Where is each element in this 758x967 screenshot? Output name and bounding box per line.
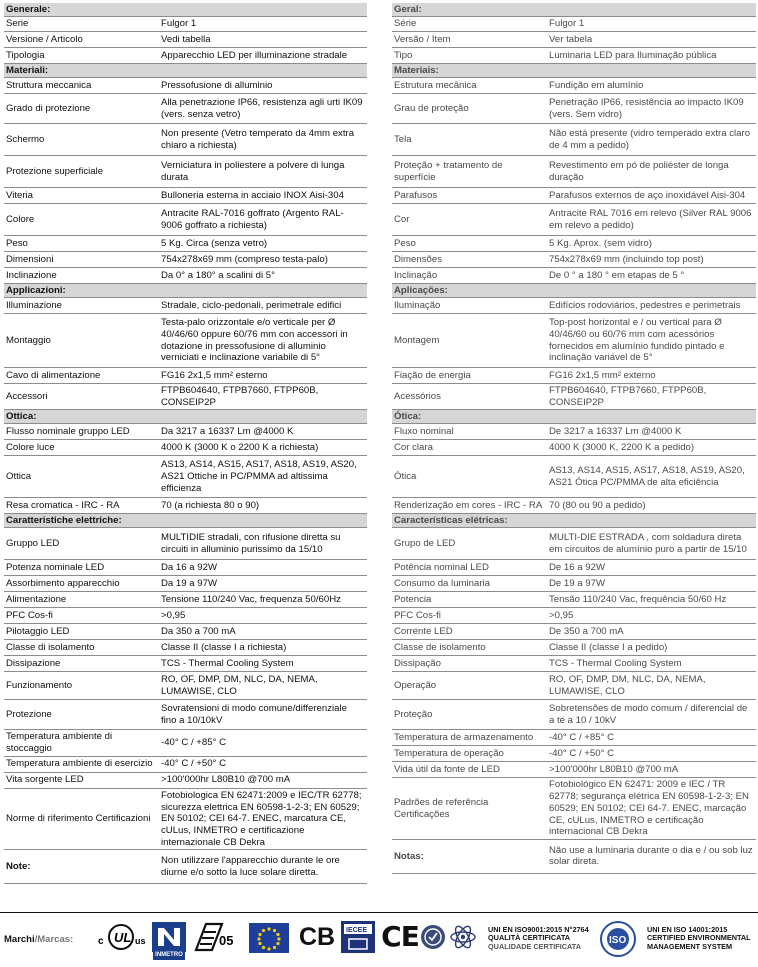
spec-label: Tipologia (6, 49, 45, 61)
spec-value: 4000 K (3000 K o 2200 K a richiesta) (161, 442, 319, 454)
certification-seal-icon (420, 920, 446, 954)
footer-divider (0, 912, 758, 913)
spec-row (4, 252, 367, 268)
ce-text: CE (381, 919, 419, 953)
spec-label: Cor clara (394, 442, 433, 454)
spec-value: Stradale, ciclo-pedonali, perimetrale edifici (161, 299, 342, 311)
spec-label: Resa cromatica - IRC - RA (6, 500, 120, 512)
section-header: Características elétricas: (392, 514, 756, 528)
spec-label: Proteção (394, 709, 433, 721)
spec-label: Proteção + tratamento de superfície (394, 159, 503, 183)
spec-row (392, 424, 756, 440)
spec-value: >0,95 (549, 610, 574, 622)
spec-row (4, 576, 367, 592)
section-header: Applicazioni: (4, 284, 367, 298)
spec-row (4, 528, 367, 560)
spec-row (4, 773, 367, 789)
spec-label: PFC Cos-fi (6, 610, 53, 622)
spec-label: Temperatura ambiente di esercizio (6, 758, 153, 770)
spec-row (4, 560, 367, 576)
spec-label: Funzionamento (6, 680, 73, 692)
spec-row (392, 624, 756, 640)
spec-label: Dimensões (394, 253, 442, 265)
spec-label: Parafusos (394, 189, 438, 201)
spec-row (392, 236, 756, 252)
spec-row (4, 298, 367, 314)
spec-label: Note: (6, 860, 31, 872)
spec-value: Fotobiológico EN 62471: 2009 e IEC / TR 62778; segurança elétrica EN 60598-1-2-3; EN 60529; EN 50102; CEI 64-7. ENEC, marcação CE, cULus, INMETRO e certificação internacional CB Dekra (549, 779, 749, 838)
spec-label: Struttura meccanica (6, 79, 92, 91)
spec-value: MULTI-DIE ESTRADA , com soldadura direta em circuitos de alumínio puro a partir de 15/10 (549, 532, 747, 555)
spec-row (4, 456, 367, 498)
spec-row (392, 640, 756, 656)
spec-label: Illuminazione (6, 299, 62, 311)
spec-row (4, 424, 367, 440)
spec-label: Accessori (6, 390, 48, 402)
spec-label: Temperatura de armazenamento (394, 732, 534, 744)
spec-value: Revestimento em pó de poliéster de longa duração (549, 159, 729, 183)
spec-value: Non presente (Vetro temperato da 4mm extra chiaro a richiesta) (161, 127, 355, 151)
cb-text: CB (298, 922, 336, 951)
spec-label: Serie (6, 18, 29, 30)
spec-row (392, 700, 756, 730)
spec-row (392, 528, 756, 560)
spec-label: Notas: (394, 850, 424, 862)
spec-row (4, 757, 367, 773)
spec-label: Padrões de referência Certificações (394, 796, 489, 820)
spec-row (4, 730, 367, 756)
spec-row (392, 762, 756, 778)
spec-row (4, 624, 367, 640)
spec-row (4, 236, 367, 252)
section-header: Aplicações: (392, 284, 756, 298)
spec-row (392, 94, 756, 124)
spec-value: Fotobiologica EN 62471:2009 e IEC/TR 62778; sicurezza elettrica EN 60598-1-2-3; EN 60529; EN 50102; CEI 64-7. ENEC, marcatura CE, cULus, INMETRO e certificazione internazionale CB Dekra (161, 789, 362, 848)
svg-text:ISO: ISO (609, 935, 627, 946)
spec-row (4, 789, 367, 851)
spec-row (4, 48, 367, 64)
spec-value: TCS - Thermal Cooling System (161, 658, 294, 670)
spec-row (392, 204, 756, 236)
spec-value: Fulgor 1 (549, 18, 585, 30)
spec-value: Da 350 a 700 mA (161, 626, 236, 638)
spec-value: Penetração IP66, resistência ao impacto IK09 (vers. Sem vidro) (549, 96, 744, 120)
spec-row (392, 156, 756, 188)
spec-label: Peso (6, 237, 28, 249)
spec-value: Testa-palo orizzontale e/o verticale per Ø 40/46/60 oppure 60/76 mm con accessori in dotazione in pressofusione di alluminio verniciati e inclinazione variabile di 5° (161, 317, 348, 364)
brands-slash: / (34, 934, 38, 945)
spec-value: Da 0° a 180° a scalini di 5° (161, 269, 275, 281)
spec-row (4, 204, 367, 236)
spec-row (392, 560, 756, 576)
spec-value: -40° C / +50° C (161, 758, 226, 770)
enec-logo (192, 920, 238, 954)
spec-value: Edifícios rodoviários, pedestres e perimetrais (549, 299, 741, 311)
spec-row (392, 48, 756, 64)
spec-label: Cavo di alimentazione (6, 369, 101, 381)
spec-value: Classe II (classe I a pedido) (549, 642, 668, 654)
section-header: Ótica: (392, 410, 756, 424)
spec-row (4, 17, 367, 32)
spec-row (392, 384, 756, 410)
spec-value: Luminaria LED para Iluminação pública (549, 49, 717, 61)
spec-value: Bulloneria esterna in acciaio INOX Aisi-304 (161, 189, 344, 201)
iso14001-line2: CERTIFIED ENVIRONMENTAL (647, 933, 751, 943)
spec-value: AS13, AS14, AS15, AS17, AS18, AS19, AS20, AS21 Ottiche in PC/PMMA ad altissima efficienza (161, 459, 357, 494)
section-header: Generale: (4, 3, 367, 17)
spec-row (4, 78, 367, 94)
spec-value: De 19 a 97W (549, 578, 605, 590)
spec-label: Pilotaggio LED (6, 626, 70, 638)
spec-row (392, 252, 756, 268)
spec-value: Alla penetrazione IP66, resistenza agli urti IK09 (vers. senza vetro) (161, 96, 363, 120)
spec-row (4, 368, 367, 384)
spec-label: Montaggio (6, 334, 51, 346)
spec-row (392, 576, 756, 592)
spec-row (392, 32, 756, 48)
spec-row (4, 384, 367, 410)
iso9001-line1: UNI EN ISO9001:2015 N°2764 (488, 925, 589, 934)
spec-value: -40° C / +85° C (549, 732, 614, 744)
spec-value: 70 (a richiesta 80 o 90) (161, 500, 260, 512)
spec-value: Non utilizzare l'apparecchio durante le ore diurne e/o sotto la luce solare diretta. (161, 855, 340, 878)
spec-row (392, 746, 756, 762)
spec-row (4, 592, 367, 608)
spec-label: Renderização em cores - IRC - RA (394, 500, 543, 512)
spec-value: >0,95 (161, 610, 186, 622)
spec-label: Vida útil da fonte de LED (394, 764, 500, 776)
spec-label: Versione / Articolo (6, 33, 83, 45)
cb-mark (296, 920, 338, 954)
spec-label: Viteria (6, 189, 34, 201)
spec-label: Protezione (6, 709, 52, 721)
spec-value: Da 16 a 92W (161, 562, 217, 574)
spec-label: Operação (394, 680, 437, 692)
spec-label: Corrente LED (394, 626, 453, 638)
spec-table-italian (4, 3, 367, 884)
spec-value: Não use a luminaria durante o dia e / ou sob luz solar direta. (549, 844, 753, 868)
spec-row (392, 498, 756, 514)
spec-value: Classe II (classe I a richiesta) (161, 642, 287, 654)
spec-label: Ótica (394, 471, 417, 483)
spec-value: FTPB604640, FTPB7660, FTPP60B, CONSEIP2P (549, 385, 707, 408)
spec-row (392, 440, 756, 456)
spec-row (4, 94, 367, 124)
spec-row (392, 730, 756, 746)
spec-row (4, 672, 367, 700)
spec-row (392, 656, 756, 672)
spec-value: De 3217 a 16337 Lm @4000 K (549, 426, 682, 438)
spec-label: Peso (394, 237, 416, 249)
spec-row (4, 32, 367, 48)
iso14001-certification (647, 926, 758, 951)
atom-certification-icon (448, 920, 478, 954)
spec-row (392, 268, 756, 284)
spec-label: Gruppo LED (6, 538, 60, 550)
spec-value: -40° C / +50° C (549, 748, 614, 760)
spec-label: Acessórios (394, 390, 441, 402)
spec-value: 70 (80 ou 90 a pedido) (549, 500, 646, 512)
spec-value: Apparecchio LED per illuminazione stradale (161, 49, 348, 61)
spec-label: Montagem (394, 334, 440, 346)
spec-value: RO, OF, DMP, DM, NLC, DA, NEMA, LUMAWISE, CLO (161, 674, 318, 697)
spec-label: Série (394, 18, 417, 30)
spec-value: Tensão 110/240 Vac, frequência 50/60 Hz (549, 594, 727, 606)
spec-label: Assorbimento apparecchio (6, 578, 120, 590)
spec-row (392, 778, 756, 840)
spec-value: AS13, AS14, AS15, AS17, AS18, AS19, AS20, AS21 Ótica PC/PMMA de alta eficiência (549, 465, 745, 488)
iso9001-line2: QUALITÀ CERTIFICATA (488, 933, 571, 943)
spec-row (392, 672, 756, 700)
iso9001-certification (488, 926, 600, 951)
spec-value: Ver tabela (549, 33, 593, 45)
svg-text:UL: UL (114, 930, 132, 945)
spec-row (392, 124, 756, 156)
spec-row (392, 592, 756, 608)
spec-value: -40° C / +85° C (161, 737, 226, 749)
spec-label: Potência nominal LED (394, 562, 489, 574)
iso9001-line3: QUALIDADE CERTIFICATA (488, 941, 581, 951)
spec-value: Antracite RAL-7016 goffrato (Argento RAL-9006 goffrato a richiesta) (161, 207, 344, 231)
spec-label: Grau de proteção (394, 102, 469, 114)
spec-value: FG16 2x1,5 mm² esterno (161, 369, 268, 381)
spec-label: Tela (394, 133, 412, 145)
spec-value: Da 3217 a 16337 Lm @4000 K (161, 426, 294, 438)
svg-text:c: c (98, 936, 104, 947)
spec-label: Versão / Item (394, 33, 451, 45)
spec-value: Verniciatura in poliestere a polvere di lunga durata (161, 159, 345, 183)
spec-label: Consumo da luminaria (394, 578, 490, 590)
spec-label: Protezione superficiale (6, 165, 104, 177)
spec-value: FTPB604640, FTPB7660, FTPP60B, CONSEIP2P (161, 385, 319, 408)
spec-label: Dissipazione (6, 658, 61, 670)
spec-label: PFC Cos-fi (394, 610, 441, 622)
spec-value: De 16 a 92W (549, 562, 605, 574)
spec-value: De 350 a 700 mA (549, 626, 624, 638)
iecee-text: IECEE (346, 927, 368, 934)
spec-label: Alimentazione (6, 594, 67, 606)
spec-value: Não está presente (vidro temperado extra claro de 4 mm a pedido) (549, 127, 751, 151)
spec-value: 754x278x69 mm (compreso testa-palo) (161, 253, 328, 265)
spec-label: Inclinazione (6, 269, 57, 281)
spec-row (4, 314, 367, 368)
spec-row (4, 440, 367, 456)
section-header: Materiais: (392, 64, 756, 78)
section-header: Ottica: (4, 410, 367, 424)
spec-label: Flusso nominale gruppo LED (6, 426, 130, 438)
enec-number: 05 (219, 933, 234, 948)
spec-value: RO, OF, DMP, DM, NLC, DA, NEMA, LUMAWISE, CLO (549, 674, 706, 697)
spec-label: Tipo (394, 49, 413, 61)
spec-value: Fulgor 1 (161, 18, 197, 30)
ce-mark (380, 920, 420, 954)
spec-row (4, 156, 367, 188)
spec-value: Parafusos externos de aço inoxidável Aisi-304 (549, 189, 746, 201)
brands-label (4, 934, 73, 946)
spec-label: Temperatura ambiente di stoccaggio (6, 731, 113, 755)
spec-row (392, 298, 756, 314)
spec-value: Tensione 110/240 Vac, frequenza 50/60Hz (161, 594, 341, 606)
spec-value: 754x278x69 mm (incluindo top post) (549, 253, 704, 265)
inmetro-text: INMETRO (155, 952, 183, 959)
spec-row (392, 78, 756, 94)
spec-label: Cor (394, 213, 410, 225)
spec-value: TCS - Thermal Cooling System (549, 658, 682, 670)
section-header: Materiali: (4, 64, 367, 78)
spec-label: Classe de isolamento (394, 642, 486, 654)
spec-row (392, 188, 756, 204)
spec-label: Grado di protezione (6, 102, 91, 114)
spec-row (4, 498, 367, 514)
spec-value: Antracite RAL 7016 em relevo (Silver RAL 9006 em relevo a pedido) (549, 207, 752, 231)
spec-row (392, 456, 756, 498)
spec-label: Classe di isolamento (6, 642, 95, 654)
iso14001-line1: UNI EN ISO 14001:2015 (647, 925, 728, 934)
spec-value: >100'000hr L80B10 @700 mA (549, 764, 679, 776)
spec-row (4, 640, 367, 656)
spec-value: Top-post horizontal e / ou vertical para Ø 40/46/60 ou 60/76 mm com acessórios fornecidos em alumínio fundido pintado e inclinação variável de 5° (549, 317, 725, 364)
spec-value: MULTIDIE stradali, con rifusione diretta su circuiti in alluminio purissimo da 15/10 (161, 532, 341, 555)
spec-value: 5 Kg. Circa (senza vetro) (161, 237, 268, 249)
ul-logo (96, 920, 148, 954)
spec-label: Dimensioni (6, 253, 54, 265)
spec-label: Vita sorgente LED (6, 774, 84, 786)
spec-label: Norme di riferimento Certificazioni (6, 813, 151, 825)
spec-label: Dissipação (394, 658, 441, 670)
section-header: Caratteristiche elettriche: (4, 514, 367, 528)
spec-label: Ottica (6, 471, 32, 483)
spec-label: Potencia (394, 594, 432, 606)
spec-row (4, 608, 367, 624)
spec-label: Schermo (6, 133, 45, 145)
brands-label-it: Marchi (4, 934, 35, 945)
section-header: Geral: (392, 3, 756, 17)
spec-label: Grupo de LED (394, 538, 456, 550)
inmetro-logo (150, 920, 188, 962)
spec-value: Sobretensões de modo comum / diferencial de a té a 10 / 10kV (549, 703, 748, 726)
spec-label: Temperatura de operação (394, 748, 504, 760)
spec-row (392, 368, 756, 384)
brands-label-pt: Marcas: (37, 934, 74, 945)
spec-row (392, 840, 756, 874)
spec-label: Colore luce (6, 442, 55, 454)
spec-value: De 0 ° a 180 ° em etapas de 5 ° (549, 269, 685, 281)
iso-seal-icon (598, 920, 638, 958)
spec-label: Inclinação (394, 269, 438, 281)
spec-row (4, 850, 367, 884)
spec-row (4, 188, 367, 204)
spec-value: 4000 K (3000 K, 2200 K a pedido) (549, 442, 695, 454)
spec-value: Da 19 a 97W (161, 578, 217, 590)
spec-row (392, 314, 756, 368)
spec-row (392, 608, 756, 624)
spec-label: Fluxo nominal (394, 426, 454, 438)
spec-label: Estrutura mecânica (394, 79, 477, 91)
iecee-logo (340, 920, 376, 954)
spec-label: Potenza nominale LED (6, 562, 105, 574)
spec-label: Iluminação (394, 299, 441, 311)
spec-value: >100'000hr L80B10 @700 mA (161, 774, 291, 786)
eu-flag-icon (249, 922, 289, 954)
iso14001-line3: MANAGEMENT SYSTEM (647, 941, 733, 951)
spec-row (4, 700, 367, 730)
spec-table-portuguese (392, 3, 756, 874)
svg-text:us: us (135, 936, 146, 946)
spec-value: Sovratensioni di modo comune/differenziale fino a 10/10kV (161, 703, 347, 726)
spec-value: 5 Kg. Aprox. (sem vidro) (549, 237, 652, 249)
spec-value: Vedi tabella (161, 33, 211, 45)
spec-value: FG16 2x1,5 mm² externo (549, 369, 656, 381)
spec-label: Colore (6, 213, 35, 225)
spec-label: Fiação de energia (394, 369, 471, 381)
spec-value: Pressofusione di alluminio (161, 79, 273, 91)
spec-row (4, 268, 367, 284)
spec-row (4, 656, 367, 672)
spec-row (392, 17, 756, 32)
spec-value: Fundição em alumínio (549, 79, 644, 91)
spec-row (4, 124, 367, 156)
